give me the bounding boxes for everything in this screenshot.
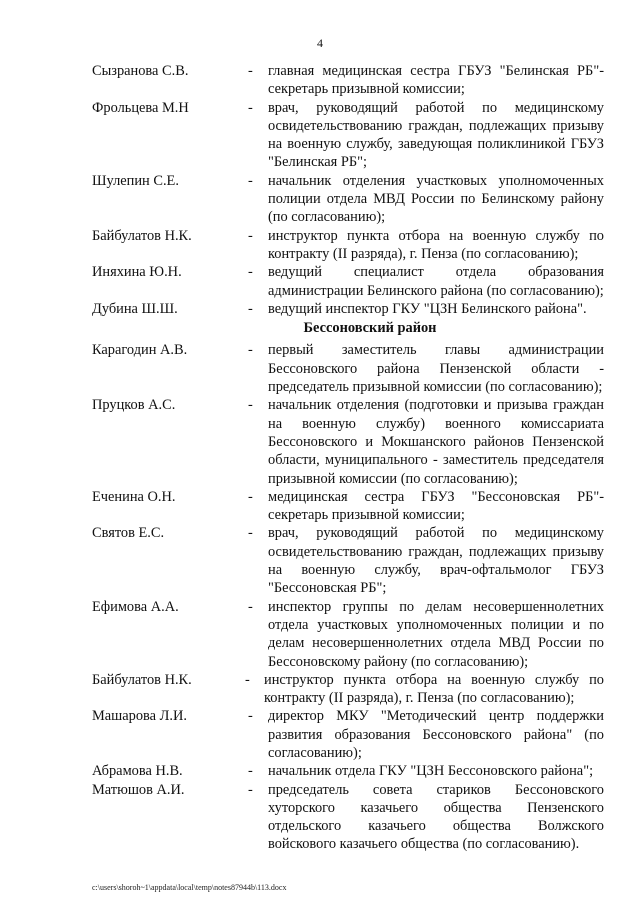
separator-dash: -	[248, 342, 253, 359]
section-title: Бессоновский район	[303, 320, 437, 337]
member-role: директор МКУ "Методический центр поддержки развития образования Бессоновского района" (по согласованию);	[268, 708, 604, 761]
member-role: ведущий специалист отдела образования администрации Белинского района (по согласованию);	[268, 264, 604, 299]
list-item	[0, 300, 640, 318]
member-role: медицинская сестра ГБУЗ "Бессоновская РБ"- секретарь призывной комиссии;	[268, 488, 604, 524]
list-item	[0, 524, 640, 597]
member-name: Ефимова А.А.	[92, 598, 179, 615]
list-item	[0, 762, 640, 780]
separator-dash: -	[248, 488, 253, 505]
member-name: Сызранова С.В.	[92, 63, 189, 79]
member-name: Пруцков А.С.	[92, 397, 176, 414]
separator-dash: -	[248, 99, 253, 116]
separator-dash: -	[248, 397, 253, 414]
file-path-footer: c:\users\shoroh~1\appdata\local\temp\notes87944b\113.docx	[92, 883, 287, 892]
member-role: инструктор пункта отбора на военную службу по контракту (II разряда), г. Пенза (по согласованию);	[264, 671, 604, 707]
member-name: Дубина Ш.Ш.	[92, 300, 178, 317]
separator-dash: -	[248, 708, 253, 725]
separator-dash: -	[248, 525, 253, 542]
member-name: Иняхина Ю.Н.	[92, 264, 182, 281]
member-role: начальник отдела ГКУ "ЦЗН Бессоновского района";	[268, 763, 594, 780]
list-item	[0, 396, 640, 487]
member-name: Машарова Л.И.	[92, 708, 187, 725]
separator-dash: -	[248, 763, 253, 780]
member-role: начальник отделения (подготовки и призыва граждан на военную службу) военного комиссариата Бессоновского и Мокшанского районов Пензенской области, муниципального - заместитель председателя призывной комиссии (по согласованию);	[268, 397, 604, 487]
list-item	[0, 62, 640, 99]
separator-dash: -	[248, 264, 253, 281]
member-role: главная медицинская сестра ГБУЗ "Белинская РБ"- секретарь призывной комиссии;	[268, 63, 604, 98]
member-role: председатель совета стариков Бессоновского хуторского казачьего общества Пензенского отдельского казачьего общества Волжского войскового казачьего общества (по согласованию).	[268, 781, 604, 853]
member-role: ведущий инспектор ГКУ "ЦЗН Белинского района".	[268, 300, 587, 317]
member-name: Шулепин С.Е.	[92, 172, 179, 189]
member-role: первый заместитель главы администрации Бессоновского района Пензенской области - председатель призывной комиссии (по согласованию);	[268, 342, 604, 396]
member-name: Байбулатов Н.К.	[92, 671, 192, 688]
list-item	[0, 671, 640, 708]
separator-dash: -	[245, 671, 250, 688]
list-item	[0, 263, 640, 300]
list-item	[0, 488, 640, 525]
member-role: врач, руководящий работой по медицинскому освидетельствованию граждан, подлежащих призыву на военную службу, врач-офтальмолог ГБУЗ "Бессоновская РБ";	[268, 525, 604, 597]
separator-dash: -	[248, 172, 253, 189]
member-role: инспектор группы по делам несовершеннолетних отдела участковых уполномоченных полиции и по делам несовершеннолетних отдела МВД России по Бессоновскому району (по согласованию);	[268, 598, 604, 670]
separator-dash: -	[248, 781, 253, 798]
member-name: Абрамова Н.В.	[92, 763, 183, 780]
page-number: 4	[317, 36, 323, 50]
separator-dash: -	[248, 598, 253, 615]
separator-dash: -	[248, 63, 253, 79]
separator-dash: -	[248, 300, 253, 317]
member-name: Еченина О.Н.	[92, 488, 176, 505]
member-name: Фрольцева М.Н	[92, 99, 189, 116]
list-item	[0, 227, 640, 264]
member-role: начальник отделения участковых уполномоченных полиции отдела МВД России по Белинскому району (по согласованию);	[268, 172, 604, 226]
member-name: Святов Е.С.	[92, 525, 165, 542]
separator-dash: -	[248, 227, 253, 244]
list-item	[0, 598, 640, 671]
document-body	[0, 62, 640, 854]
list-item	[0, 341, 640, 396]
member-role: инструктор пункта отбора на военную службу по контракту (II разряда), г. Пенза (по согласованию);	[268, 227, 604, 262]
list-item	[0, 707, 640, 762]
list-item	[0, 99, 640, 172]
member-name: Карагодин А.В.	[92, 342, 188, 359]
list-item	[0, 781, 640, 854]
member-name: Байбулатов Н.К.	[92, 227, 192, 244]
member-role: врач, руководящий работой по медицинскому освидетельствованию граждан, подлежащих призыву на военную службу, заведующая поликлиникой ГБУЗ "Белинская РБ";	[268, 99, 604, 171]
member-name: Матюшов А.И.	[92, 781, 185, 798]
list-item	[0, 172, 640, 227]
